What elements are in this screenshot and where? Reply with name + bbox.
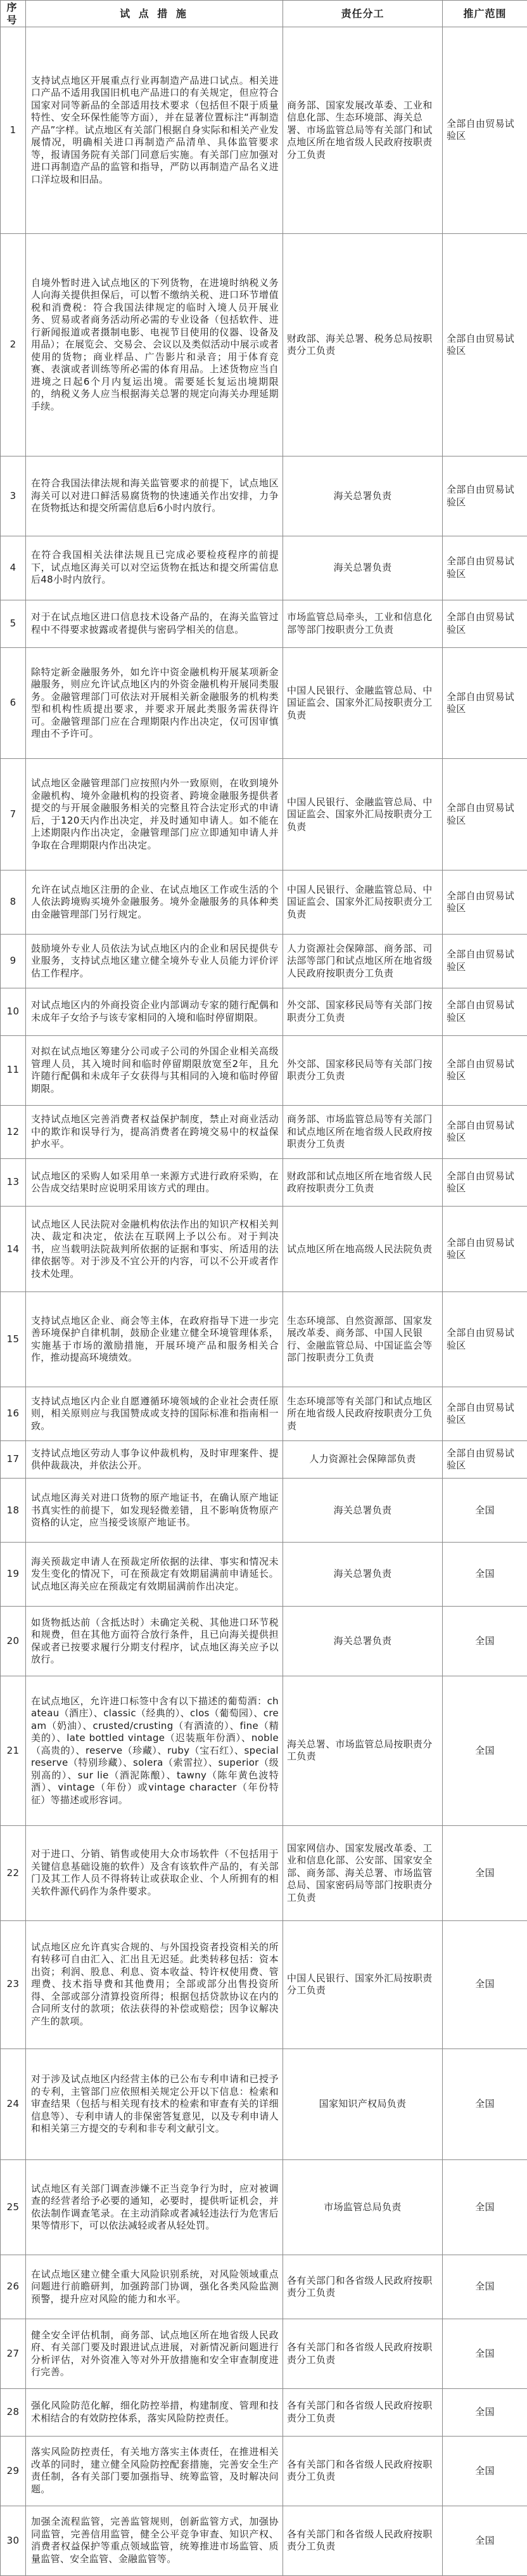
- row-pilot-measure: 如货物抵达前（含抵达时）未确定关税、其他进口环节税和规费，但在其他方面符合放行条件，且已向海关提供担保或者已按要求履行分期支付程序，试点地区海关应予以放行。: [26, 1607, 283, 1676]
- row-serial-number: 14: [1, 1207, 26, 1292]
- table-row: [1, 2049, 527, 2160]
- row-scope: 全部自由贸易试验区: [443, 27, 527, 234]
- row-scope: 全国: [443, 2319, 527, 2389]
- row-responsibility: 财政部和试点地区所在地省级人民政府按职责分工负责: [283, 1159, 443, 1207]
- row-responsibility: 海关总署负责: [283, 1543, 443, 1607]
- row-pilot-measure: 支持试点地区开展重点行业再制造产品进口试点。相关进口产品不适用我国旧机电产品进口的有关规定，但应符合国家对同等新品的全部适用技术要求（包括但不限于质量特性、安全环保性能等方面），并在显著位置标注“再制造产品”字样。试点地区有关部门根据自身实际和相关产业发展情况，明确相关进口再制造产品清单、具体监管要求等，报请国务院有关部门同意后实施。有关部门应加强对进口再制造产品的监管和指导，严防以再制造产品名义进口洋垃圾和旧品。: [26, 27, 283, 234]
- row-scope: 全部自由贸易试验区: [443, 1387, 527, 1441]
- row-scope: 全部自由贸易试验区: [443, 935, 527, 988]
- row-pilot-measure: 试点地区金融管理部门应按照内外一致原则，在收到境外金融机构、境外金融机构的投资者、跨境金融服务提供者提交的与开展金融服务相关的完整且符合法定形式的申请后，于120天内作出决定，并及时通知申请人。如不能在上述期限内作出决定，金融管理部门应立即通知申请人并争取在合理期限内作出决定。: [26, 759, 283, 871]
- table-row: [1, 1479, 527, 1543]
- row-pilot-measure: 对于进口、分销、销售或使用大众市场软件（不包括用于关键信息基础设施的软件）及含有该软件产品的，有关部门及其工作人员不得将转让或获取企业、个人所拥有的相关软件源代码作为条件要求。: [26, 1825, 283, 1920]
- row-serial-number: 29: [1, 2436, 26, 2506]
- row-scope: 全部自由贸易试验区: [443, 988, 527, 1035]
- row-pilot-measure: 鼓励境外专业人员依法为试点地区内的企业和居民提供专业服务，支持试点地区建立健全境外专业人员能力评价评估工作程序。: [26, 935, 283, 988]
- row-pilot-measure: 试点地区人民法院对金融机构依法作出的知识产权相关判决、裁定和决定，依法在互联网上予以公布。对于判决书，应当载明法院裁判所依据的证据和事实、所适用的法律依据等。对于涉及不宜公开的内容，可以不公开或者作技术处理。: [26, 1207, 283, 1292]
- row-pilot-measure: 试点地区海关对进口货物的原产地证书，在确认原产地证书真实性的前提下，如发现轻微差错，且不影响货物原产资格的认定，应当接受该原产地证书。: [26, 1479, 283, 1543]
- row-responsibility: 各有关部门和各省级人民政府按职责分工负责: [283, 2319, 443, 2389]
- row-scope: 全国: [443, 2388, 527, 2436]
- row-scope: 全国: [443, 2049, 527, 2160]
- row-responsibility: 海关总署负责: [283, 1607, 443, 1676]
- row-scope: 全国: [443, 2160, 527, 2255]
- table-row: [1, 871, 527, 935]
- row-serial-number: 2: [1, 233, 26, 456]
- row-pilot-measure: 试点地区应允许真实合规的、与外国投资者投资相关的所有转移可自由汇入、汇出且无迟延。此类转移包括：资本出资；利润、股息、利息、资本收益、特许权使用费、管理费、技术指导费和其他费用；全部或部分出售投资所得、全部或部分清算投资所得；根据包括贷款协议在内的合同所支付的款项；依法获得的补偿或赔偿；因争议解决产生的款项。: [26, 1920, 283, 2049]
- row-pilot-measure: 在试点地区，允许进口标签中含有以下描述的葡萄酒：chateau（酒庄）、classic（经典的）、clos（葡萄园）、cream（奶油）、crusted/crusting（有酒渣的）、fine（精美的）、late bottled vintage（迟装瓶年份酒）、noble（高贵的）、reserve（珍藏）、ruby（宝石红）、special reserve（特别珍藏）、solera（索雷拉）、superior（级别高的）、sur lie（酒泥陈酿）、tawny（陈年黄色波特酒）、vintage（年份）或vintage character（年份特征）等描述或形容词。: [26, 1676, 283, 1825]
- row-serial-number: 15: [1, 1292, 26, 1387]
- row-serial-number: 13: [1, 1159, 26, 1207]
- row-serial-number: 1: [1, 27, 26, 234]
- row-scope: 全部自由贸易试验区: [443, 647, 527, 759]
- table-row: [1, 2436, 527, 2506]
- table-row: [1, 1292, 527, 1387]
- table-row: [1, 1387, 527, 1441]
- table-row: [1, 1035, 527, 1105]
- row-pilot-measure: 除特定新金融服务外，如允许中资金融机构开展某项新金融服务，则应允许试点地区内的外资金融机构开展同类服务。金融管理部门可依法对开展相关新金融服务的机构类型和机构性质提出要求，并要求开展此类服务需获得许可。金融管理部门应在合理期限内作出决定，仅可因审慎理由不予许可。: [26, 647, 283, 759]
- row-serial-number: 21: [1, 1676, 26, 1825]
- row-serial-number: 6: [1, 647, 26, 759]
- table-body: [1, 27, 527, 2576]
- row-responsibility: 商务部、国家发展改革委、工业和信息化部、生态环境部、海关总署、市场监管总局等有关部门和试点地区所在地省级人民政府按职责分工负责: [283, 27, 443, 234]
- row-responsibility: 中国人民银行、金融监管总局、中国证监会、国家外汇局按职责分工负责: [283, 647, 443, 759]
- row-responsibility: 商务部、市场监管总局等有关部门和试点地区所在地省级人民政府按职责分工负责: [283, 1105, 443, 1159]
- table-row: [1, 233, 527, 456]
- table-row: [1, 2255, 527, 2319]
- row-pilot-measure: 支持试点地区完善消费者权益保护制度，禁止对商业活动中的欺诈和误导行为，提高消费者在跨境交易中的权益保护水平。: [26, 1105, 283, 1159]
- table-row: [1, 1105, 527, 1159]
- table-row: [1, 536, 527, 600]
- table-row: [1, 647, 527, 759]
- table-row: [1, 1207, 527, 1292]
- row-scope: 全部自由贸易试验区: [443, 456, 527, 536]
- row-responsibility: 人力资源社会保障部负责: [283, 1440, 443, 1478]
- row-scope: 全部自由贸易试验区: [443, 600, 527, 647]
- row-scope: 全部自由贸易试验区: [443, 759, 527, 871]
- row-pilot-measure: 加强全流程监管，完善监管规则，创新监管方式，加强协同监管，完善信用监管，健全公平竞争审查、知识产权、消费者权益保护等重点领域监管，统筹推进市场监管、质量监管、安全监管、金融监管等。: [26, 2506, 283, 2575]
- row-scope: 全国: [443, 1676, 527, 1825]
- row-responsibility: 生态环境部、自然资源部、国家发展改革委、商务部、中国人民银行、金融监管总局、中国证监会等部门按职责分工负责: [283, 1292, 443, 1387]
- row-serial-number: 22: [1, 1825, 26, 1920]
- row-pilot-measure: 在试点地区建立健全重大风险识别系统，对风险领域重点问题进行前瞻研判，加强跨部门协调，强化各类风险监测预警，提升应对风险的能力和水平。: [26, 2255, 283, 2319]
- row-scope: 全国: [443, 2506, 527, 2575]
- row-serial-number: 25: [1, 2160, 26, 2255]
- row-scope: 全国: [443, 1543, 527, 1607]
- header-serial-number: 序号: [1, 1, 26, 27]
- row-responsibility: 各有关部门和各省级人民政府按职责分工负责: [283, 2388, 443, 2436]
- row-responsibility: 海关总署、市场监管总局按职责分工负责: [283, 1676, 443, 1825]
- row-serial-number: 5: [1, 600, 26, 647]
- row-responsibility: 各有关部门和各省级人民政府按职责分工负责: [283, 2255, 443, 2319]
- row-responsibility: 试点地区所在地高级人民法院负责: [283, 1207, 443, 1292]
- table-row: [1, 988, 527, 1035]
- table-row: [1, 1825, 527, 1920]
- table-row: [1, 600, 527, 647]
- row-pilot-measure: 落实风险防控责任，有关地方落实主体责任，在推进相关改革的同时，建立健全风险防控配套措施，完善安全生产责任制，各有关部门要加强指导、统筹监管，及时解决问题。: [26, 2436, 283, 2506]
- row-scope: 全部自由贸易试验区: [443, 1440, 527, 1478]
- row-scope: 全部自由贸易试验区: [443, 1159, 527, 1207]
- row-pilot-measure: 对于在试点地区进口信息技术设备产品的，在海关监管过程中不得要求披露或者提供与密码学相关的信息。: [26, 600, 283, 647]
- row-pilot-measure: 支持试点地区内企业自愿遵循环境领域的企业社会责任原则，相关原则应与我国赞成或支持的国际标准和指南相一致。: [26, 1387, 283, 1441]
- row-serial-number: 8: [1, 871, 26, 935]
- row-scope: 全国: [443, 1607, 527, 1676]
- row-responsibility: 中国人民银行、金融监管总局、中国证监会、国家外汇局按职责分工负责: [283, 759, 443, 871]
- row-pilot-measure: 在符合我国相关法律法规且已完成必要检疫程序的前提下，试点地区海关可以对空运货物在抵达和提交所需信息后48小时内放行。: [26, 536, 283, 600]
- header-responsibility: 责任分工: [283, 1, 443, 27]
- row-serial-number: 18: [1, 1479, 26, 1543]
- row-pilot-measure: 健全安全评估机制，商务部、试点地区所在地省级人民政府、有关部门要及时跟进试点进展，对新情况新问题进行分析评估，对外资准入等对外开放措施和安全审查制度进行完善。: [26, 2319, 283, 2389]
- row-scope: 全部自由贸易试验区: [443, 1207, 527, 1292]
- row-responsibility: 各有关部门和各省级人民政府按职责分工负责: [283, 2436, 443, 2506]
- table-row: [1, 1607, 527, 1676]
- row-scope: 全国: [443, 1920, 527, 2049]
- table-row: [1, 2506, 527, 2575]
- row-responsibility: 海关总署负责: [283, 456, 443, 536]
- table-row: [1, 1543, 527, 1607]
- header-pilot-measures: 试 点 措 施: [26, 1, 283, 27]
- row-responsibility: 国家网信办、国家发展改革委、工业和信息化部、公安部、国家安全部、商务部、海关总署、市场监管总局、国家密码局等部门按职责分工负责: [283, 1825, 443, 1920]
- row-serial-number: 23: [1, 1920, 26, 2049]
- row-scope: 全部自由贸易试验区: [443, 233, 527, 456]
- table-row: [1, 2388, 527, 2436]
- row-scope: 全部自由贸易试验区: [443, 536, 527, 600]
- row-responsibility: 人力资源社会保障部、商务部、司法部等部门和试点地区所在地省级人民政府按职责分工负责: [283, 935, 443, 988]
- row-responsibility: 海关总署负责: [283, 536, 443, 600]
- row-serial-number: 26: [1, 2255, 26, 2319]
- row-pilot-measure: 试点地区的采购人如采用单一来源方式进行政府采购，在公告成交结果时应说明采用该方式的理由。: [26, 1159, 283, 1207]
- row-responsibility: 生态环境部等有关部门和试点地区所在地省级人民政府按职责分工负责: [283, 1387, 443, 1441]
- row-serial-number: 4: [1, 536, 26, 600]
- table-header: [1, 1, 527, 27]
- table-row: [1, 1920, 527, 2049]
- row-responsibility: 外交部、国家移民局等有关部门按职责分工负责: [283, 988, 443, 1035]
- row-responsibility: 各有关部门和各省级人民政府按职责分工负责: [283, 2506, 443, 2575]
- row-responsibility: 海关总署负责: [283, 1479, 443, 1543]
- table-row: [1, 1676, 527, 1825]
- row-pilot-measure: 对于涉及试点地区内经营主体的已公布专利申请和已授予的专利，主管部门应依照相关规定公开以下信息：检索和审查结果（包括与相关现有技术的检索和审查有关的详细信息等）、专利申请人的非保密答复意见，以及专利申请人和相关第三方提交的专利和非专利文献引文。: [26, 2049, 283, 2160]
- table-row: [1, 27, 527, 234]
- row-serial-number: 11: [1, 1035, 26, 1105]
- row-serial-number: 12: [1, 1105, 26, 1159]
- table-row: [1, 1159, 527, 1207]
- row-serial-number: 7: [1, 759, 26, 871]
- row-serial-number: 30: [1, 2506, 26, 2575]
- row-serial-number: 17: [1, 1440, 26, 1478]
- row-pilot-measure: 试点地区有关部门调查涉嫌不正当竞争行为时，应对被调查的经营者给予必要的通知，必要时，提供听证机会，并依法制作调查笔录。在主动消除或者减轻违法行为危害后果等情形下，可以依法减轻或者从轻处罚。: [26, 2160, 283, 2255]
- row-responsibility: 国家知识产权局负责: [283, 2049, 443, 2160]
- row-pilot-measure: 强化风险防范化解，细化防控举措，构建制度、管理和技术相结合的有效防控体系，落实风险防控责任。: [26, 2388, 283, 2436]
- row-serial-number: 19: [1, 1543, 26, 1607]
- row-serial-number: 10: [1, 988, 26, 1035]
- row-responsibility: 市场监管总局牵头，工业和信息化部等部门按职责分工负责: [283, 600, 443, 647]
- row-serial-number: 16: [1, 1387, 26, 1441]
- row-pilot-measure: 支持试点地区劳动人事争议仲裁机构，及时审理案件、提供仲裁裁决，并依法公开。: [26, 1440, 283, 1478]
- row-pilot-measure: 对拟在试点地区筹建分公司或子公司的外国企业相关高级管理人员，其入境时间和临时停留期限放宽至2年，且允许随行配偶和未成年子女获得与其相同的入境和临时停留期限。: [26, 1035, 283, 1105]
- table-row: [1, 2160, 527, 2255]
- header-scope: 推广范围: [443, 1, 527, 27]
- row-pilot-measure: 在符合我国法律法规和海关监管要求的前提下，试点地区海关可以对进口鲜活易腐货物的快速通关作出安排，力争在货物抵达和提交所需信息后6小时内放行。: [26, 456, 283, 536]
- row-serial-number: 3: [1, 456, 26, 536]
- row-pilot-measure: 允许在试点地区注册的企业、在试点地区工作或生活的个人依法跨境购买境外金融服务。境外金融服务的具体种类由金融管理部门另行规定。: [26, 871, 283, 935]
- row-scope: 全部自由贸易试验区: [443, 1035, 527, 1105]
- row-scope: 全部自由贸易试验区: [443, 1105, 527, 1159]
- table-row: [1, 456, 527, 536]
- row-scope: 全国: [443, 2436, 527, 2506]
- row-pilot-measure: 自境外暂时进入试点地区的下列货物，在进境时纳税义务人向海关提供担保后，可以暂不缴纳关税、进口环节增值税和消费税：符合我国法律规定的临时入境人员开展业务、贸易或者商务活动所必需的专业设备（包括软件、进行新闻报道或者摄制电影、电视节目使用的仪器、设备及用品）；在展览会、交易会、会议以及类似活动中展示或者使用的货物；商业样品、广告影片和录音；用于体育竞赛、表演或者训练等所必需的体育用品。上述货物应当自进境之日起6个月内复运出境。需要延长复运出境期限的，纳税义务人应当根据海关总署的规定向海关办理延期手续。: [26, 233, 283, 456]
- table-row: [1, 1440, 527, 1478]
- row-scope: 全国: [443, 1825, 527, 1920]
- row-pilot-measure: 对试点地区内的外商投资企业内部调动专家的随行配偶和未成年子女给予与该专家相同的入境和临时停留期限。: [26, 988, 283, 1035]
- row-responsibility: 外交部、国家移民局等有关部门按职责分工负责: [283, 1035, 443, 1105]
- table-header-row: [1, 1, 527, 27]
- row-responsibility: 市场监管总局负责: [283, 2160, 443, 2255]
- table-row: [1, 935, 527, 988]
- row-serial-number: 28: [1, 2388, 26, 2436]
- row-responsibility: 财政部、海关总署、税务总局按职责分工负责: [283, 233, 443, 456]
- row-scope: 全国: [443, 2255, 527, 2319]
- table-row: [1, 759, 527, 871]
- row-scope: 全部自由贸易试验区: [443, 871, 527, 935]
- row-serial-number: 24: [1, 2049, 26, 2160]
- row-responsibility: 中国人民银行、国家外汇局按职责分工负责: [283, 1920, 443, 2049]
- row-scope: 全部自由贸易试验区: [443, 1292, 527, 1387]
- row-serial-number: 9: [1, 935, 26, 988]
- row-scope: 全国: [443, 1479, 527, 1543]
- row-responsibility: 中国人民银行、金融监管总局、中国证监会、国家外汇局按职责分工负责: [283, 871, 443, 935]
- row-serial-number: 20: [1, 1607, 26, 1676]
- row-serial-number: 27: [1, 2319, 26, 2389]
- table-row: [1, 2319, 527, 2389]
- row-pilot-measure: 海关预裁定申请人在预裁定所依据的法律、事实和情况未发生变化的情况下，可在预裁定有效期届满前申请延长。试点地区海关应在预裁定有效期届满前作出决定。: [26, 1543, 283, 1607]
- row-pilot-measure: 支持试点地区企业、商会等主体，在政府指导下进一步完善环境保护自律机制，鼓励企业建立健全环境管理体系，实施基于市场的激励措施，开展环境产品和服务相关合作，推动提高环境绩效。: [26, 1292, 283, 1387]
